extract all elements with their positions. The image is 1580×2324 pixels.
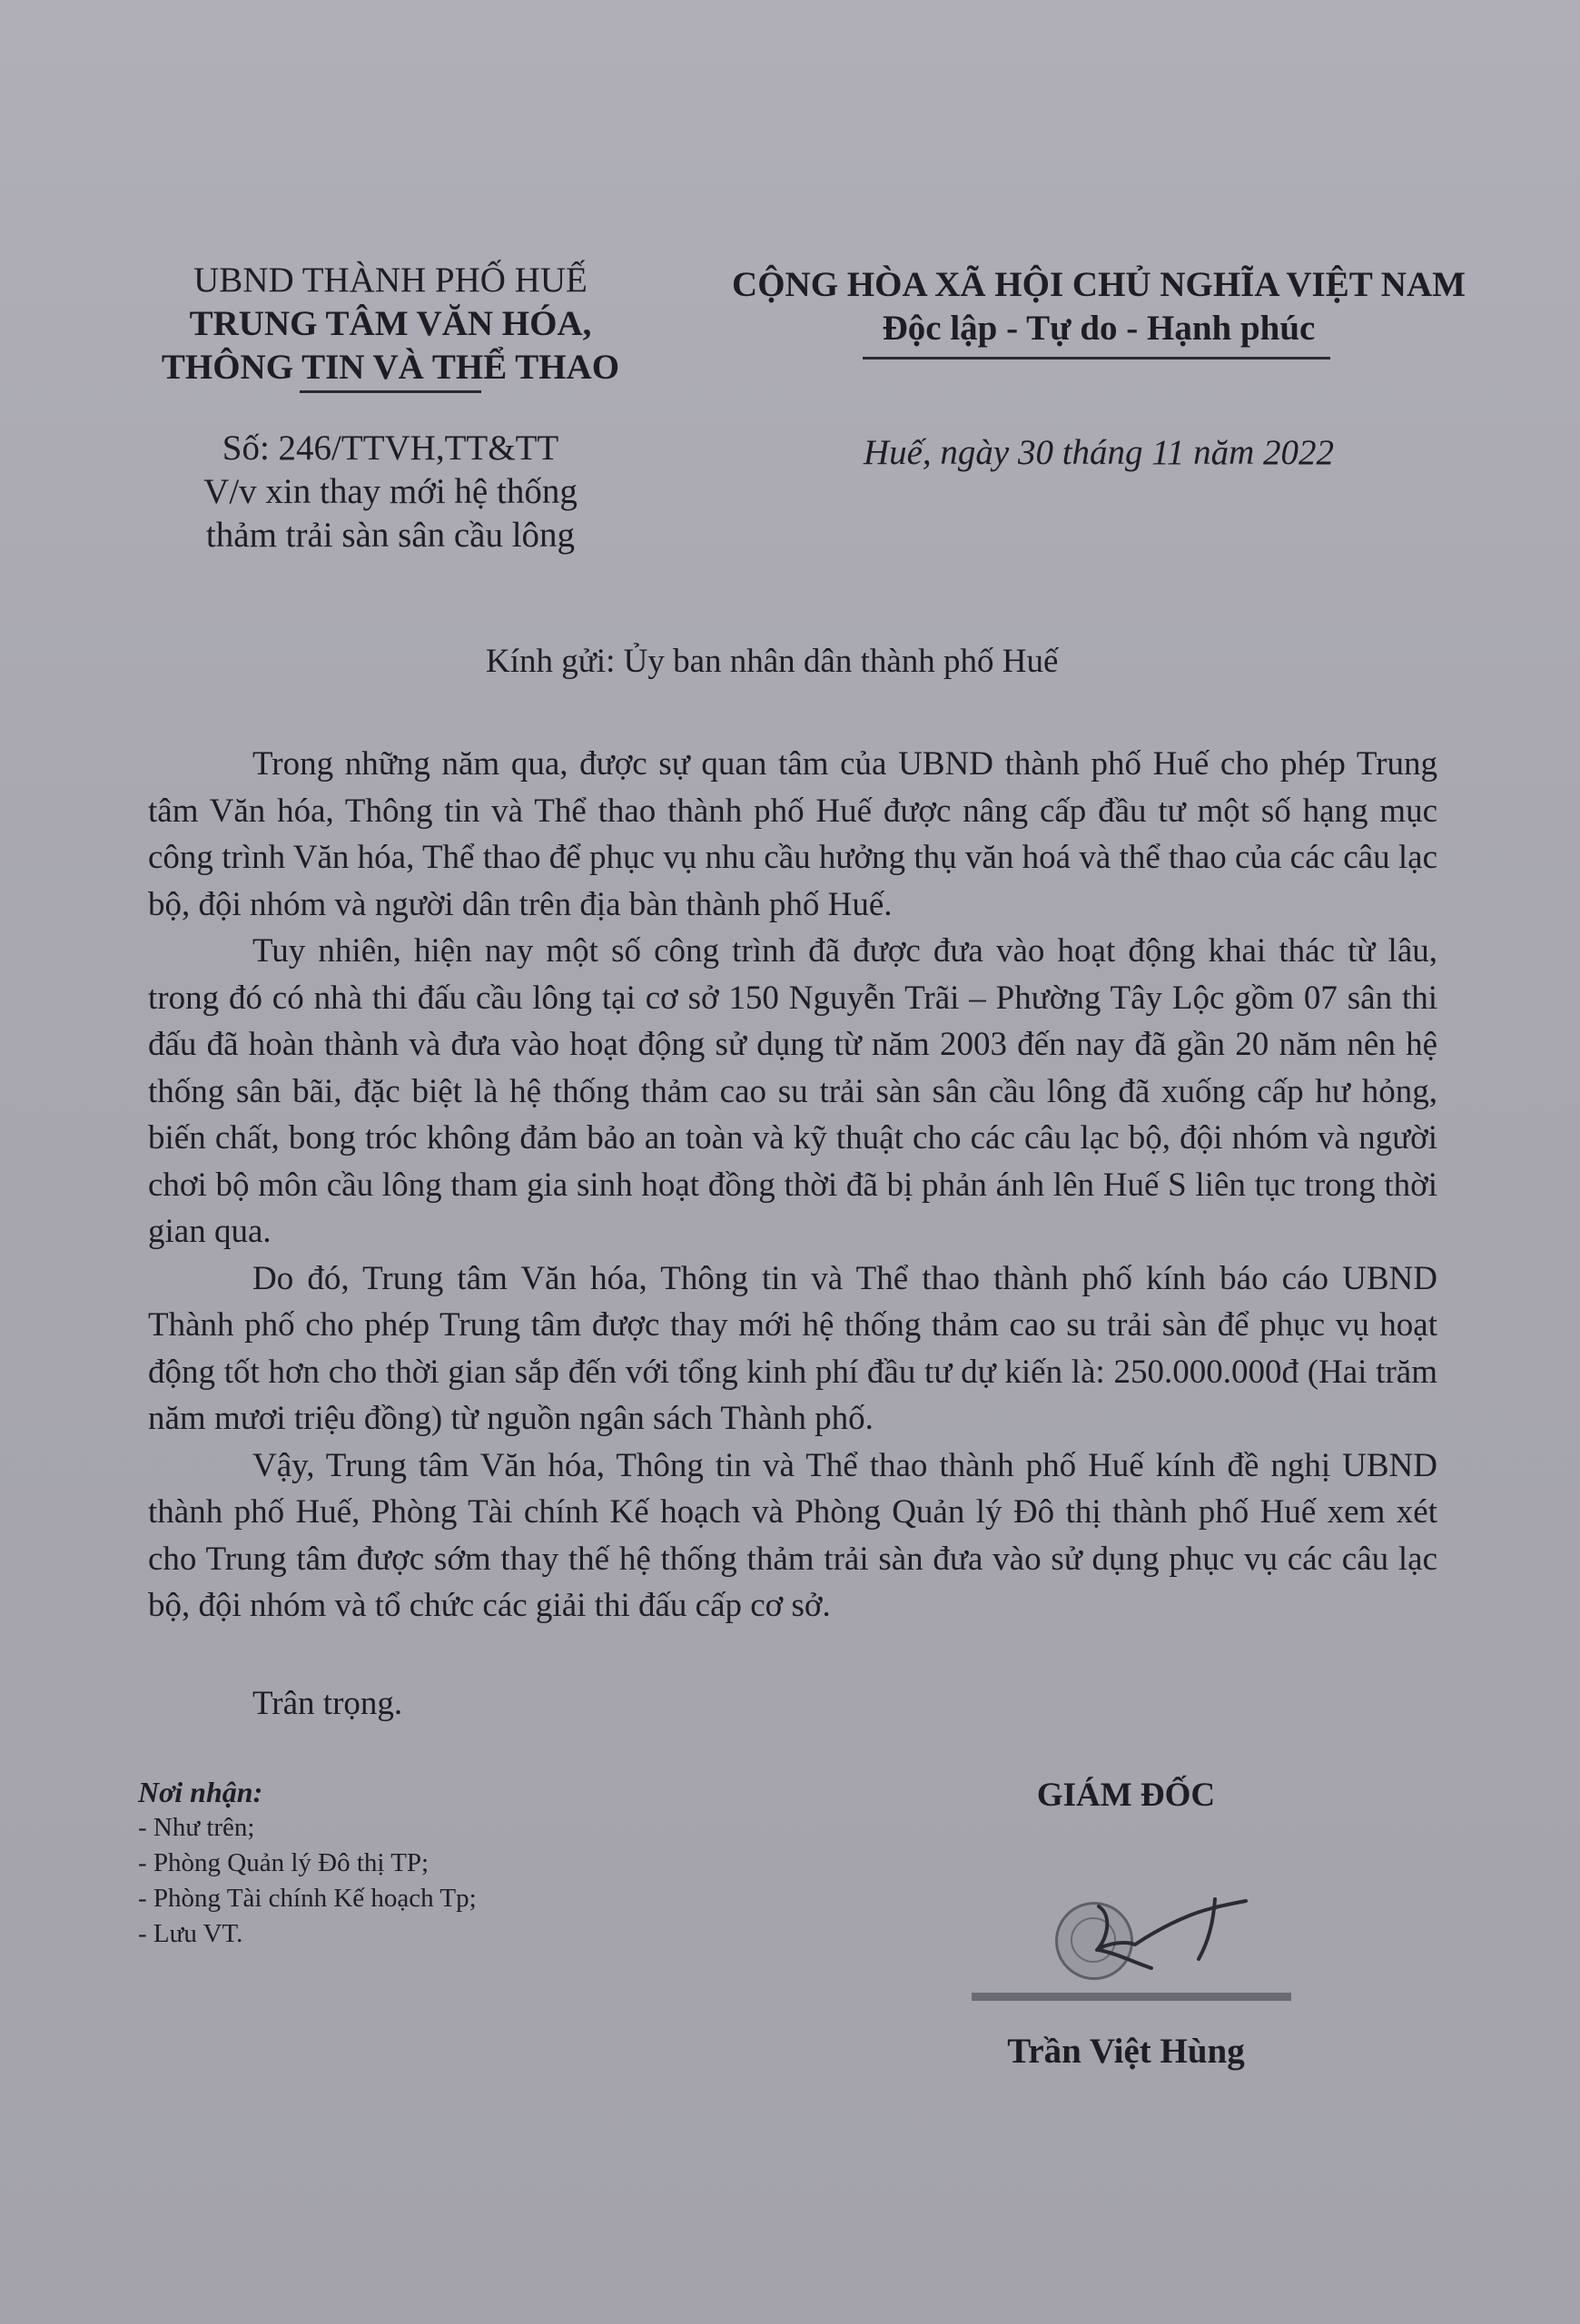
header-left-underline [300, 390, 481, 393]
recipient-item: - Phòng Quản lý Đô thị TP; [138, 1848, 430, 1877]
header-right-underline [863, 357, 1330, 359]
recipient-item: - Lưu VT. [138, 1919, 243, 1948]
letter-body [148, 741, 1437, 1630]
addressee: Kính gửi: Ủy ban nhân dân thành phố Huế [486, 643, 1059, 680]
signature-underline [972, 1993, 1291, 2001]
subject-line2: thảm trải sàn sân cầu lông [205, 516, 576, 555]
document-meta [145, 427, 636, 557]
recipients-block [138, 1775, 477, 1952]
header-right [708, 263, 1489, 350]
subject-line1: V/v xin thay mới hệ thống [203, 472, 578, 511]
recipient-item: - Như trên; [138, 1813, 255, 1842]
signer-name: Trần Việt Hùng [1007, 2032, 1245, 2071]
paragraph-2: Tuy nhiên, hiện nay một số công trình đã được đưa vào hoạt động khai thác từ lâu, trong đó có nhà thi đấu cầu lông tại cơ sở 150 Nguyễn Trãi – Phường Tây Lộc gồm 07 sân thi đấu đã hoàn thành và đưa vào hoạt động sử dụng từ năm 2003 đến nay đã gần 20 năm nên hệ thống sân bãi, đặc biệt là hệ thống thảm cao su trải sàn sân cầu lông đã xuống cấp hư hỏng, biến chất, bong tróc không đảm bảo an toàn và kỹ thuật cho các câu lạc bộ, đội nhóm và người chơi bộ môn cầu lông tham gia sinh hoạt đồng thời đã bị phản ánh lên Huế S liên tục trong thời gian qua. [148, 932, 1437, 1250]
place-date: Huế, ngày 30 tháng 11 năm 2022 [863, 433, 1335, 472]
recipients-title: Nơi nhận: [138, 1776, 263, 1808]
closing: Trân trọng. [252, 1685, 403, 1722]
authority-name: UBND THÀNH PHỐ HUẾ [193, 261, 588, 300]
header-left [145, 259, 636, 389]
nation-name: CỘNG HÒA XÃ HỘI CHỦ NGHĨA VIỆT NAM [732, 265, 1466, 304]
handwritten-signature [1044, 1888, 1262, 1988]
paragraph-1: Trong những năm qua, được sự quan tâm của UBND thành phố Huế cho phép Trung tâm Văn hóa, Thông tin và Thể thao thành phố Huế được nâng cấp đầu tư một số hạng mục công trình Văn hóa, Thể thao để phục vụ nhu cầu hưởng thụ văn hoá và thể thao của các câu lạc bộ, đội nhóm và người dân trên địa bàn thành phố Huế. [148, 745, 1437, 923]
paragraph-3: Do đó, Trung tâm Văn hóa, Thông tin và Thể thao thành phố kính báo cáo UBND Thành phố cho phép Trung tâm được thay mới hệ thống thảm cao su trải sàn để phục vụ hoạt động tốt hơn cho thời gian sắp đến với tổng kinh phí đầu tư dự kiến là: 250.000.000đ (Hai trăm năm mươi triệu đồng) từ nguồn ngân sách Thành phố. [148, 1259, 1437, 1437]
recipient-item: - Phòng Tài chính Kế hoạch Tp; [138, 1884, 477, 1913]
paragraph-4: Vậy, Trung tâm Văn hóa, Thông tin và Thể thao thành phố Huế kính đề nghị UBND thành phố Huế, Phòng Tài chính Kế hoạch và Phòng Quản lý Đô thị thành phố Huế xem xét cho Trung tâm được sớm thay thế hệ thống thảm trải sàn đưa vào sử dụng phục vụ các câu lạc bộ, đội nhóm và tổ chức các giải thi đấu cấp cơ sở. [148, 1446, 1437, 1624]
national-motto: Độc lập - Tự do - Hạnh phúc [882, 309, 1316, 348]
signer-position: GIÁM ĐỐC [1036, 1777, 1216, 1814]
organization-name-line2: THÔNG TIN VÀ THỂ THAO [161, 348, 620, 387]
document-number: Số: 246/TTVH,TT&TT [222, 428, 559, 468]
organization-name-line1: TRUNG TÂM VĂN HÓA, [189, 304, 592, 343]
